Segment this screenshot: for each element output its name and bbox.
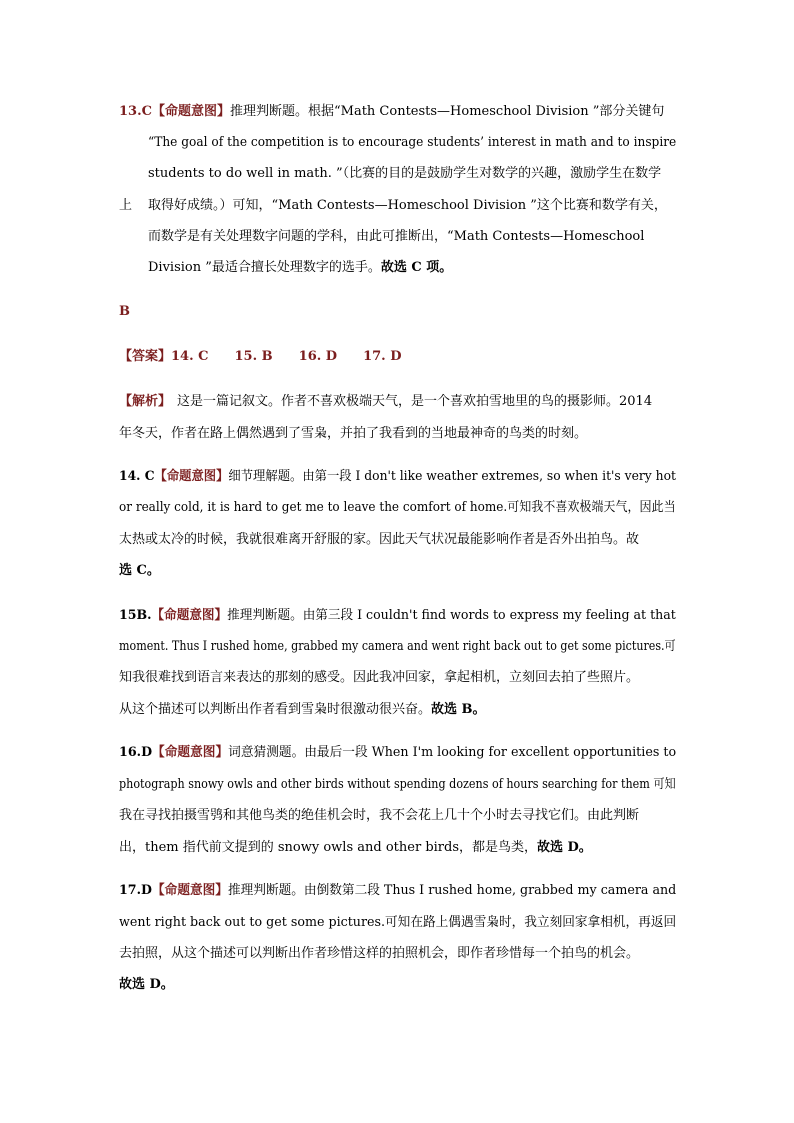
q13-conclusion: 故选 C 项。: [380, 260, 453, 275]
q16-text-line: 词意猜测题。由最后一段 When I'm looking for excellent opportunities to: [228, 745, 677, 760]
analysis-label: 【解析】: [119, 394, 172, 409]
q13-first-line: [119, 102, 664, 122]
q14-text-line: 细节理解题。由第一段 I don't like weather extremes, so when it's very hot: [228, 469, 676, 484]
q13-text-line: 取得好成绩。）可知，“Math Contests—Homeschool Division ”这个比赛和数学有关，: [148, 198, 667, 213]
q15-conclusion: 故选 B。: [431, 702, 486, 717]
analysis-first-line: [119, 392, 652, 412]
q14-tag: 【命题意图】: [154, 469, 229, 484]
q15-first-line: [119, 606, 676, 626]
q17-conclusion: 故选 D。: [119, 977, 174, 992]
q16-last-line: [119, 838, 592, 858]
answer-item: 14. C: [171, 349, 209, 364]
q17-number: 17.D: [119, 883, 153, 898]
answer-item: 16. D: [298, 349, 338, 364]
q17-text-line: 去拍照，从这个描述可以判断出作者珍惜这样的拍照机会，即作者珍惜每一个拍鸟的机会。: [119, 946, 640, 961]
q15-text-line: 推理判断题。由第三段 I couldn't find words to express my feeling at that: [227, 608, 676, 623]
q14-conclusion: 选 C。: [119, 563, 160, 578]
q13-last-line: [148, 258, 452, 278]
q17-text-line: 推理判断题。由倒数第二段 Thus I rushed home, grabbed my camera and: [227, 883, 677, 898]
q13-number: 13.C: [119, 104, 152, 119]
q16-tag: 【命题意图】: [152, 745, 229, 760]
q13-tag: 【命题意图】: [151, 104, 230, 119]
analysis-text-line: 这是一篇记叙文。作者不喜欢极端天气，是一个喜欢拍雪地里的鸟的摄影师。2014: [177, 394, 653, 409]
q15-last-line: [119, 700, 486, 720]
q13-text-line: “The goal of the competition is to encourage students’ interest in math and to inspire: [148, 135, 677, 150]
q14-number: 14. C: [119, 469, 155, 484]
q13-text-line: students to do well in math. ”（比赛的目的是鼓励学生对数学的兴趣，激励学生在数学: [148, 166, 662, 181]
q14-text-line: or really cold, it is hard to get me to leave the comfort of home.可知我不喜欢极端天气，因此当: [119, 500, 676, 515]
section-b-heading: B: [119, 304, 130, 319]
q15-text-line: 知我很难找到语言来表达的那刻的感受。因此我冲回家，拿起相机，立刻回去拍了些照片。: [119, 670, 640, 685]
q14-first-line: [119, 467, 676, 487]
answers-label: 【答案】: [119, 349, 172, 364]
q13-text-line: 而数学是有关处理数字问题的学科，由此可推断出，“Math Contests—Homeschool: [148, 229, 645, 244]
q16-text-line: 我在寻找拍摄雪鸮和其他鸟类的绝佳机会时，我不会花上几十个小时去寻找它们。由此判断: [119, 808, 640, 823]
q15-number: 15B.: [119, 608, 152, 623]
q17-first-line: [119, 881, 676, 901]
q17-text-line: went right back out to get some pictures.可知在路上偶遇雪枭时，我立刻回家拿相机，再返回: [119, 915, 677, 930]
q17-tag: 【命题意图】: [152, 883, 228, 898]
q16-first-line: [119, 743, 676, 763]
analysis-text-line: 年冬天，作者在路上偶然遇到了雪枭，并拍了我看到的当地最神奇的鸟类的时刻。: [119, 426, 588, 441]
answers-line: [119, 347, 402, 367]
q15-text-line: 从这个描述可以判断出作者看到雪枭时很激动很兴奋。: [119, 702, 432, 717]
answer-item: 15. B: [234, 349, 273, 364]
q13-text-line: Division ”最适合擅长处理数字的选手。: [148, 260, 381, 275]
q16-text-line: 出，them 指代前文提到的 snowy owls and other birds，都是鸟类，: [119, 840, 537, 855]
q16-number: 16.D: [119, 745, 153, 760]
q15-tag: 【命题意图】: [151, 608, 228, 623]
q14-text-line: 太热或太冷的时候，我就很难离开舒服的家。因此天气状况最能影响作者是否外出拍鸟。故: [119, 532, 640, 547]
q15-text-line: moment. Thus I rushed home, grabbed my camera and went right back out to get some pictures.可: [119, 639, 676, 654]
q16-conclusion: 故选 D。: [537, 840, 592, 855]
q16-text-line: photograph snowy owls and other birds without spending dozens of hours searching for them 可知: [119, 777, 676, 792]
q13-left-char: 上: [119, 198, 133, 213]
q13-text-line: 推理判断题。根据“Math Contests—Homeschool Division ”部分关键句: [229, 104, 665, 119]
answer-item: 17. D: [363, 349, 402, 364]
